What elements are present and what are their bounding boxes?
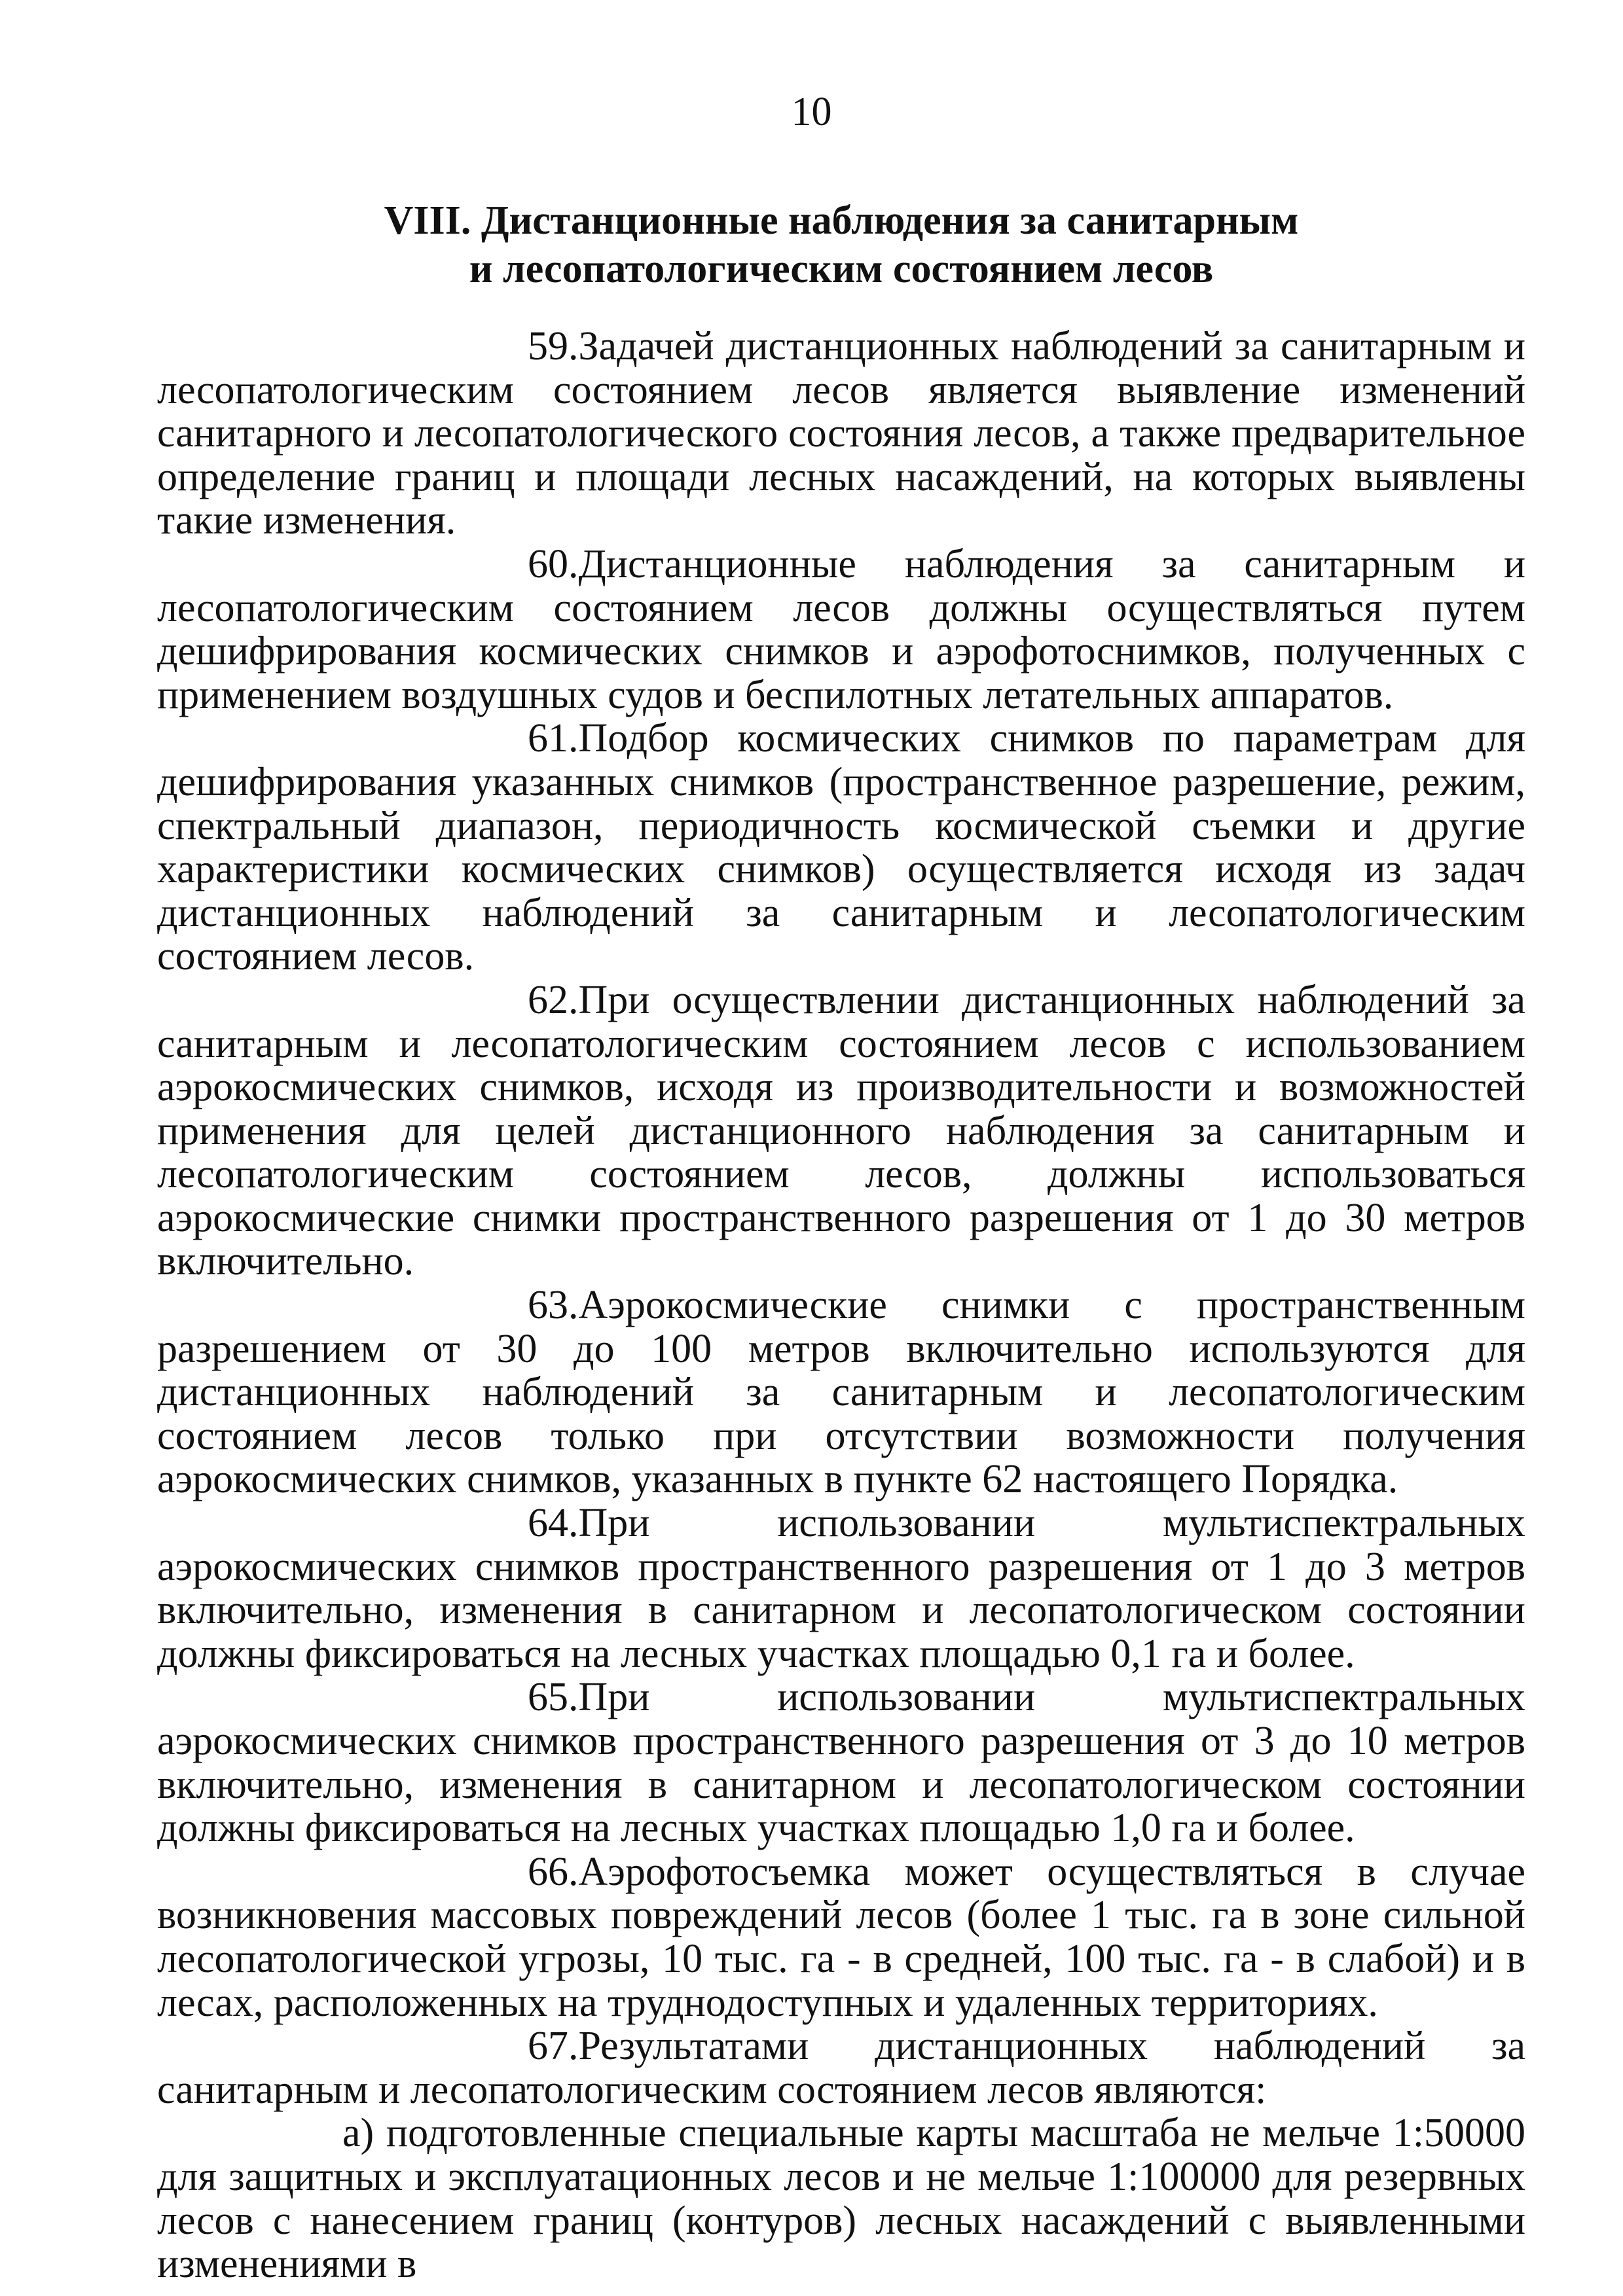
paragraph-number: 65. (528, 1675, 579, 1720)
paragraph-65 (157, 1676, 1525, 1850)
section-title-line-1: VIII. Дистанционные наблюдения за санитарным (384, 198, 1299, 243)
paragraph-text: При использовании мультиспектральных аэрокосмических снимков пространственного разрешения от 3 до 10 метров включительно, изменения в санитарном и лесопатологическом состоянии должны фиксироваться на лесных участках площадью 1,0 га и более. (157, 1675, 1525, 1851)
paragraph-number: 62. (528, 977, 579, 1022)
paragraph-66 (157, 1850, 1525, 2024)
paragraph-62 (157, 978, 1525, 1283)
paragraph-number: 66. (528, 1849, 579, 1894)
paragraph-61 (157, 717, 1525, 978)
page-number: 10 (791, 90, 832, 134)
paragraph-number: 60. (528, 541, 579, 586)
paragraph-text: Аэрофотосъемка может осуществляться в случае возникновения массовых повреждений лесов (более 1 тыс. га в зоне сильной лесопатологической угрозы, 10 тыс. га - в средней, 100 тыс. га - в слабой) и в лесах, расположенных на труднодоступных и удаленных территориях. (157, 1849, 1525, 2025)
paragraph-text: При использовании мультиспектральных аэрокосмических снимков пространственного разрешения от 1 до 3 метров включительно, изменения в санитарном и лесопатологическом состоянии должны фиксироваться на лесных участках площадью 0,1 га и более. (157, 1501, 1525, 1676)
paragraph-67 (157, 2024, 1525, 2111)
paragraph-number: 67. (528, 2024, 579, 2069)
section-title-line-2: и лесопатологическим состоянием лесов (469, 247, 1214, 291)
paragraph-text: Аэрокосмические снимки с пространственным разрешением от 30 до 100 метров включительно используются для дистанционных наблюдений за санитарным и лесопатологическим состоянием лесов только при отсутствии возможности получения аэрокосмических снимков, указанных в пункте 62 настоящего Порядка. (157, 1283, 1525, 1502)
paragraph-63 (157, 1283, 1525, 1501)
paragraph-text: Результатами дистанционных наблюдений за санитарным и лесопатологическим состоянием лесов являются: (157, 2024, 1525, 2112)
paragraph-number: 64. (528, 1501, 579, 1546)
paragraph-59 (157, 325, 1525, 543)
paragraph-number: 63. (528, 1283, 579, 1328)
paragraph-number: 61. (528, 716, 579, 761)
paragraph-67-item-a (157, 2111, 1525, 2286)
paragraph-text: а) подготовленные специальные карты масштаба не мельче 1:50000 для защитных и эксплуатационных лесов и не мельче 1:100000 для резервных лесов с нанесением границ (контуров) лесных насаждений с выявленными изменениями в (157, 2111, 1525, 2287)
section-heading (157, 196, 1525, 293)
paragraph-number: 59. (528, 324, 579, 368)
paragraph-64 (157, 1501, 1525, 1676)
paragraph-60 (157, 543, 1525, 717)
paragraph-text: При осуществлении дистанционных наблюдений за санитарным и лесопатологическим состоянием лесов с использованием аэрокосмических снимков, исходя из производительности и возможностей применения для целей дистанционного наблюдения за санитарным и лесопатологическим состоянием лесов, должны использоваться аэрокосмические снимки пространственного разрешения от 1 до 30 метров включительно. (157, 977, 1525, 1284)
paragraph-text: Дистанционные наблюдения за санитарным и лесопатологическим состоянием лесов должны осуществляться путем дешифрирования космических снимков и аэрофотоснимков, полученных с применением воздушных судов и беспилотных летательных аппаратов. (157, 541, 1525, 717)
document-body (157, 325, 1525, 2286)
paragraph-text: Задачей дистанционных наблюдений за санитарным и лесопатологическим состоянием лесов является выявление изменений санитарного и лесопатологического состояния лесов, а также предварительное определение границ и площади лесных насаждений, на которых выявлены такие изменения. (157, 324, 1525, 543)
paragraph-text: Подбор космических снимков по параметрам для дешифрирования указанных снимков (пространственное разрешение, режим, спектральный диапазон, периодичность космической съемки и другие характеристики космических снимков) осуществляется исходя из задач дистанционных наблюдений за санитарным и лесопатологическим состоянием лесов. (157, 716, 1525, 979)
